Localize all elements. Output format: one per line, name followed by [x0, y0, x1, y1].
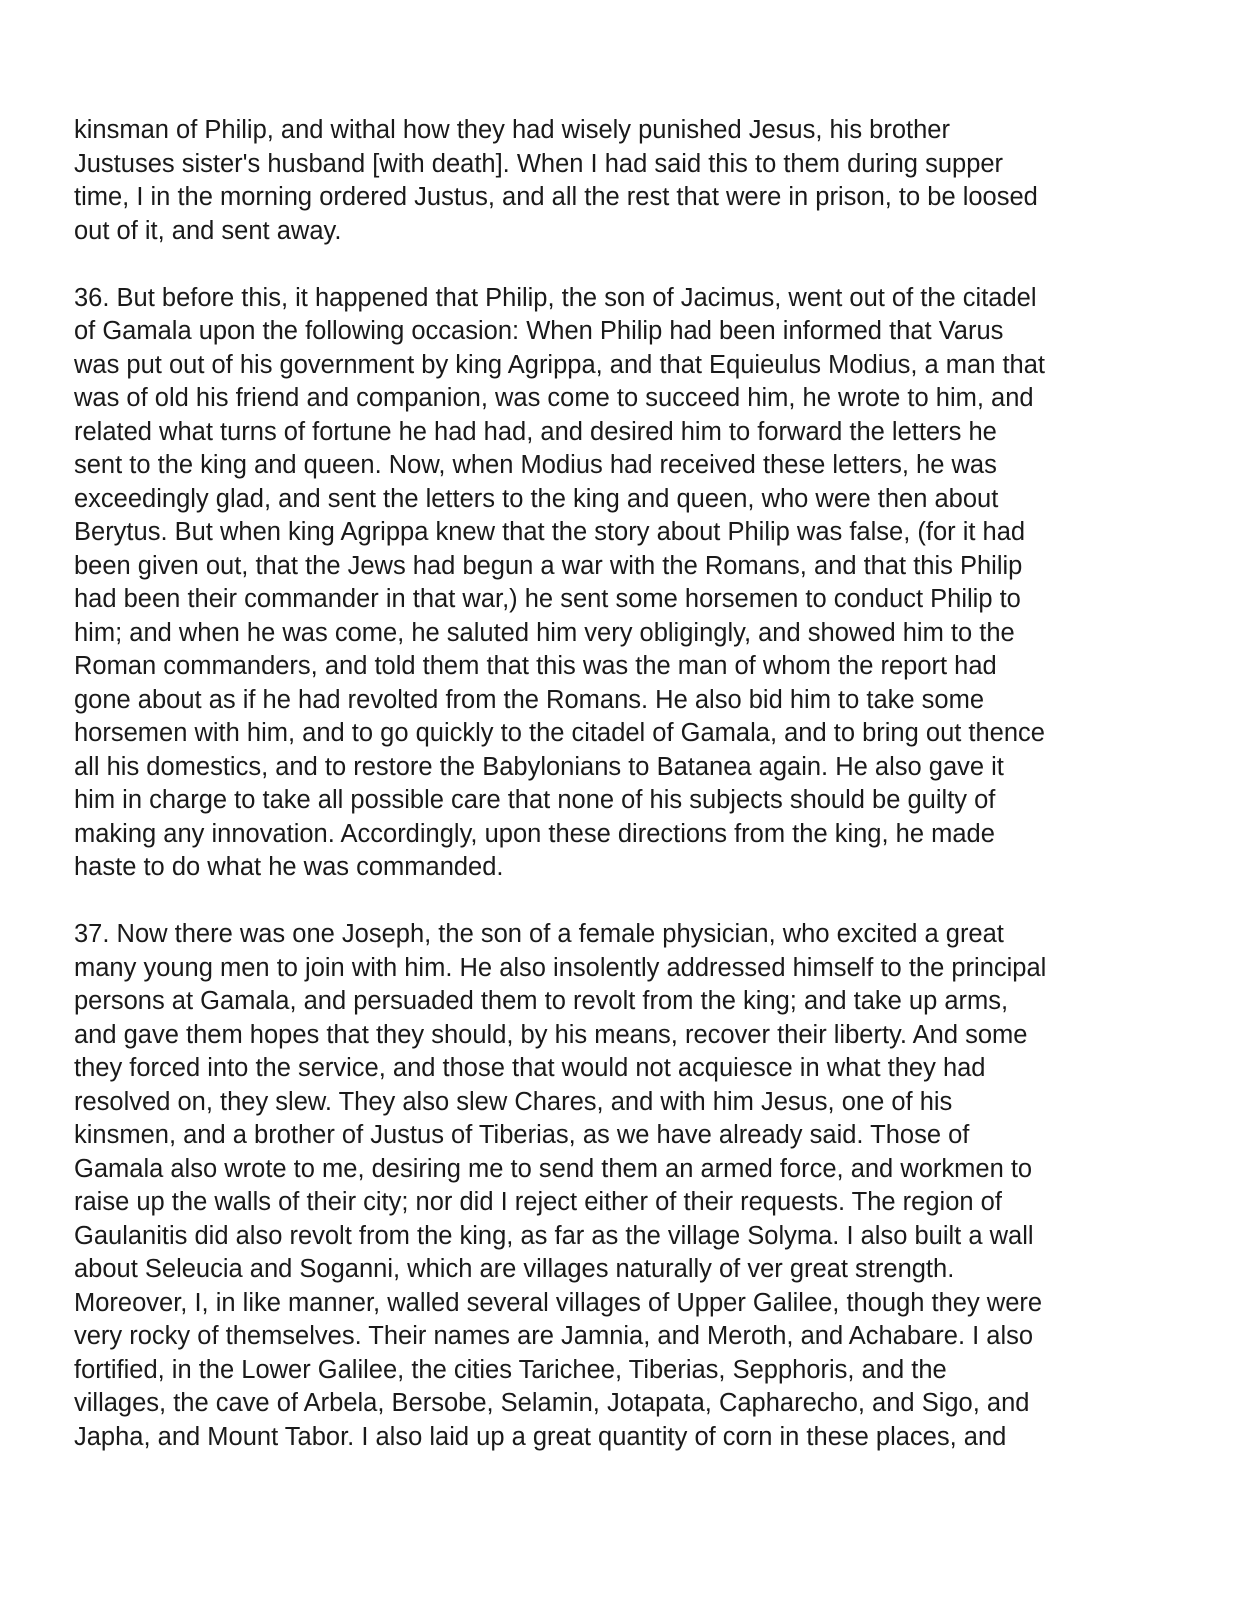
text-line: Justuses sister's husband [with death]. When I had said this to them during supper [74, 149, 1004, 178]
text-line: had been their commander in that war,) he sent some horsemen to conduct Philip to [74, 585, 1021, 613]
text-line: 36. But before this, it happened that Philip, the son of Jacimus, went out of the citadel [74, 283, 1037, 312]
text-line: Roman commanders, and told them that this was the man of whom the report had [74, 652, 997, 680]
paragraph-spacer [74, 885, 1154, 919]
text-line: kinsmen, and a brother of Justus of Tiberias, as we have already said. Those of [74, 1121, 970, 1149]
text-line: all his domestics, and to restore the Babylonians to Batanea again. He also gave it [74, 752, 1004, 781]
text-line: out of it, and sent away. [74, 216, 342, 245]
text-line: raise up the walls of their city; nor did I reject either of their requests. The region of [74, 1188, 1002, 1216]
text-line: haste to do what he was commanded. [74, 853, 504, 881]
text-line: they forced into the service, and those that would not acquiesce in what they had [74, 1054, 986, 1082]
text-line: about Seleucia and Soganni, which are villages naturally of ver great strength. [74, 1255, 955, 1283]
text-line: very rocky of themselves. Their names are Jamnia, and Meroth, and Achabare. I also [74, 1322, 1034, 1350]
text-line: villages, the cave of Arbela, Bersobe, Selamin, Jotapata, Capharecho, and Sigo, and [74, 1389, 1030, 1417]
text-line: and gave them hopes that they should, by his means, recover their liberty. And some [74, 1020, 1028, 1049]
text-line: horsemen with him, and to go quickly to the citadel of Gamala, and to bring out thence [74, 719, 1045, 747]
document-page [74, 114, 1154, 1454]
text-line: was of old his friend and companion, was come to succeed him, he wrote to him, and [74, 384, 1034, 412]
text-line: Japha, and Mount Tabor. I also laid up a great quantity of corn in these places, and [74, 1422, 1007, 1451]
paragraph-37 [74, 918, 1154, 1454]
text-line: gone about as if he had revolted from the Romans. He also bid him to take some [74, 685, 985, 714]
text-line: resolved on, they slew. They also slew Chares, and with him Jesus, one of his [74, 1087, 953, 1116]
text-line: related what turns of fortune he had had, and desired him to forward the letters he [74, 417, 997, 446]
text-line: him in charge to take all possible care that none of his subjects should be guilty of [74, 786, 996, 814]
text-line: kinsman of Philip, and withal how they had wisely punished Jesus, his brother [74, 116, 950, 144]
paragraph-continuation [74, 114, 1154, 248]
text-line: fortified, in the Lower Galilee, the cities Tarichee, Tiberias, Sepphoris, and the [74, 1355, 947, 1384]
text-line: sent to the king and queen. Now, when Modius had received these letters, he was [74, 451, 997, 479]
text-line: of Gamala upon the following occasion: When Philip had been informed that Varus [74, 317, 1004, 345]
paragraph-spacer [74, 248, 1154, 282]
text-line: been given out, that the Jews had begun a war with the Romans, and that this Philip [74, 551, 1023, 580]
paragraph-36 [74, 282, 1154, 885]
text-line: time, I in the morning ordered Justus, and all the rest that were in prison, to be loosed [74, 183, 1038, 211]
text-line: exceedingly glad, and sent the letters to the king and queen, who were then about [74, 484, 999, 513]
text-line: making any innovation. Accordingly, upon these directions from the king, he made [74, 819, 995, 848]
text-line: him; and when he was come, he saluted him very obligingly, and showed him to the [74, 618, 1015, 647]
text-line: Moreover, I, in like manner, walled several villages of Upper Galilee, though they were [74, 1288, 1043, 1317]
text-line: Gaulanitis did also revolt from the king, as far as the village Solyma. I also built a wall [74, 1221, 1034, 1250]
text-line: 37. Now there was one Joseph, the son of a female physician, who excited a great [74, 920, 1004, 948]
text-line: many young men to join with him. He also insolently addressed himself to the principal [74, 953, 1047, 982]
text-line: Gamala also wrote to me, desiring me to send them an armed force, and workmen to [74, 1154, 1033, 1183]
text-line: Berytus. But when king Agrippa knew that the story about Philip was false, (for it had [74, 518, 1026, 546]
text-line: persons at Gamala, and persuaded them to revolt from the king; and take up arms, [74, 987, 1009, 1015]
text-line: was put out of his government by king Agrippa, and that Equieulus Modius, a man that [74, 350, 1046, 379]
